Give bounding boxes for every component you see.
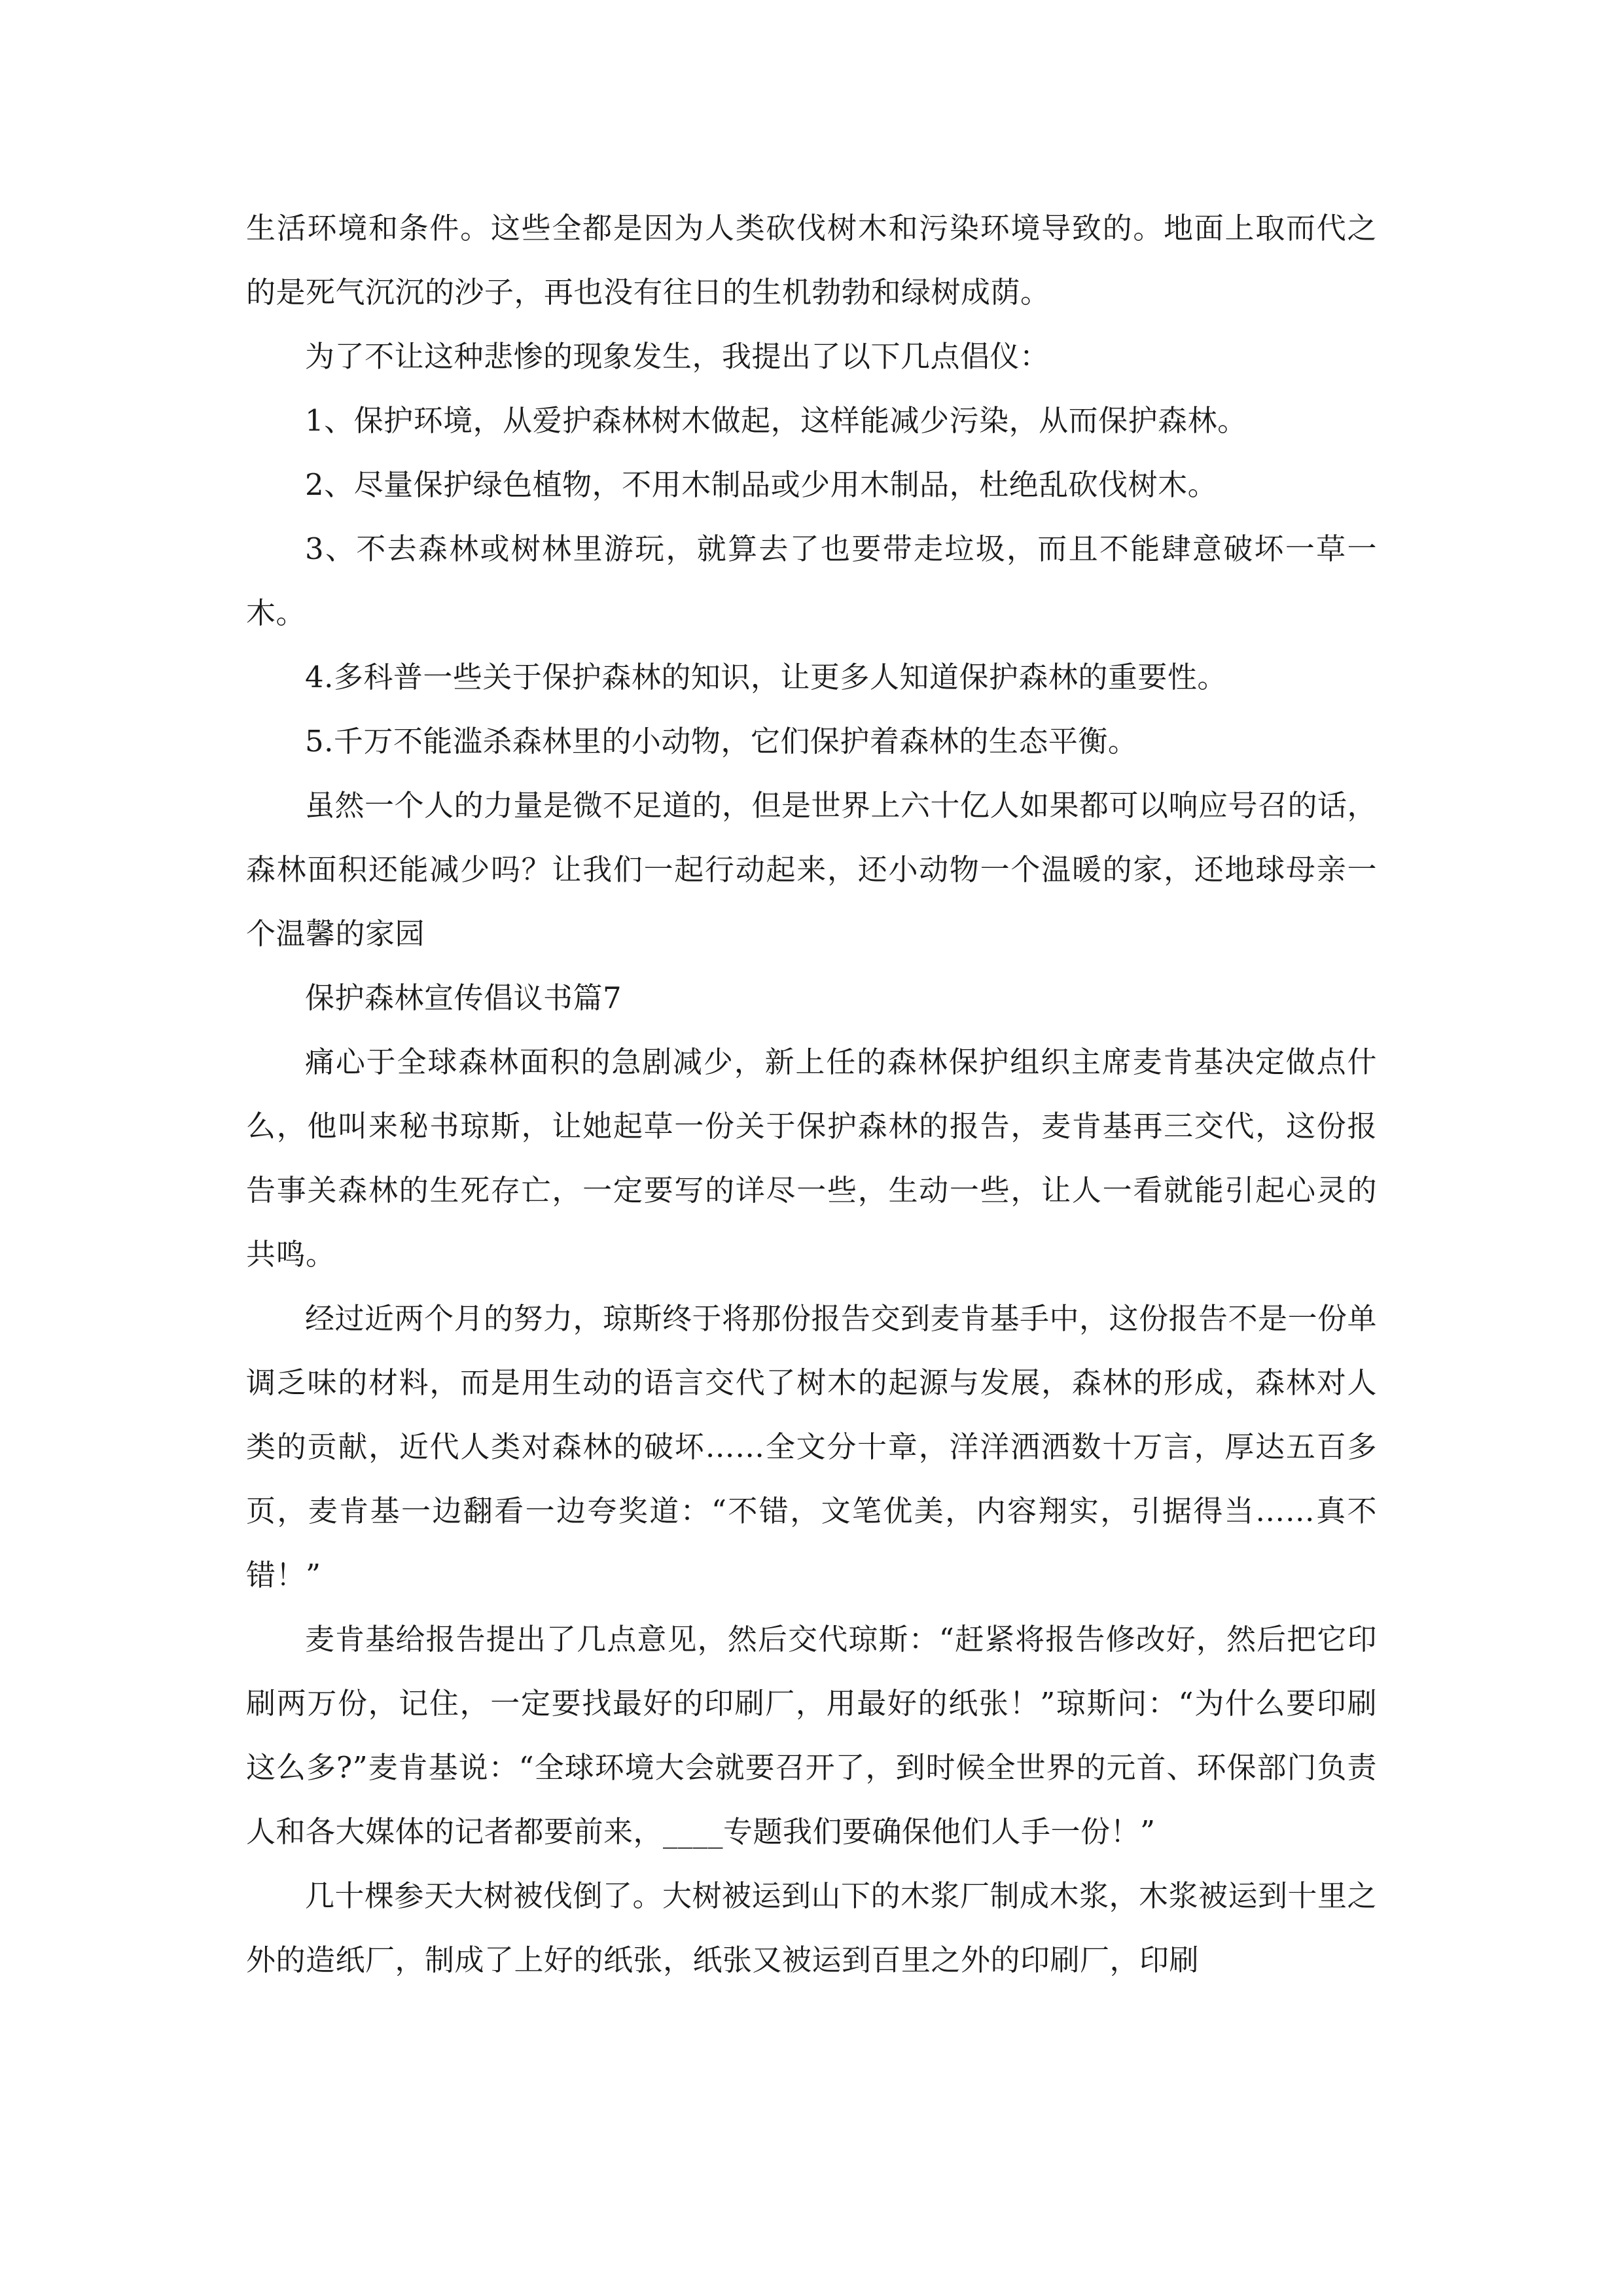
paragraph-story-1: 痛心于全球森林面积的急剧减少，新上任的森林保护组织主席麦肯基决定做点什么，他叫来秘书琼斯，让她起草一份关于保护森林的报告，麦肯基再三交代，这份报告事关森林的生死存亡，一定要写的详尽一些，生动一些，让人一看就能引起心灵的共鸣。 (246, 1045, 1377, 1272)
document-body (246, 196, 1377, 1992)
paragraph-item-2: 2、尽量保护绿色植物，不用木制品或少用木制品，杜绝乱砍伐树木。 (305, 467, 1218, 502)
paragraph-story-3: 麦肯基给报告提出了几点意见，然后交代琼斯：“赶紧将报告修改好，然后把它印刷两万份，记住，一定要找最好的印刷厂，用最好的纸张！”琼斯问：“为什么要印刷这么多?”麦肯基说：“全球环境大会就要召开了，到时候全世界的元首、环保部门负责人和各大媒体的记者都要前来，____专题我们要确保他们人手一份！” (246, 1622, 1377, 1849)
paragraph-continued: 生活环境和条件。这些全都是因为人类砍伐树木和污染环境导致的。地面上取而代之的是死气沉沉的沙子，再也没有往日的生机勃勃和绿树成荫。 (246, 211, 1377, 310)
paragraph-proposal-intro: 为了不让这种悲惨的现象发生，我提出了以下几点倡仪： (305, 339, 1050, 374)
paragraph-story-2: 经过近两个月的努力，琼斯终于将那份报告交到麦肯基手中，这份报告不是一份单调乏味的材料，而是用生动的语言交代了树木的起源与发展，森林的形成，森林对人类的贡献，近代人类对森林的破坏……全文分十章，洋洋洒洒数十万言，厚达五百多页，麦肯基一边翻看一边夸奖道：“不错，文笔优美，内容翔实，引据得当……真不错！” (246, 1301, 1378, 1592)
paragraph-item-1: 1、保护环境，从爱护森林树木做起，这样能减少污染，从而保护森林。 (305, 403, 1247, 438)
paragraph-item-3: 3、不去森林或树林里游玩，就算去了也要带走垃圾，而且不能肆意破坏一草一木。 (246, 531, 1377, 630)
paragraph-story-4: 几十棵参天大树被伐倒了。大树被运到山下的木浆厂制成木浆，木浆被运到十里之外的造纸厂，制成了上好的纸张，纸张又被运到百里之外的印刷厂，印刷 (246, 1878, 1378, 1977)
section-heading: 保护森林宣传倡议书篇7 (305, 980, 622, 1015)
paragraph-conclusion: 虽然一个人的力量是微不足道的，但是世界上六十亿人如果都可以响应号召的话，森林面积还能减少吗？让我们一起行动起来，还小动物一个温暖的家，还地球母亲一个温馨的家园 (246, 788, 1378, 951)
paragraph-item-4: 4.多科普一些关于保护森林的知识，让更多人知道保护森林的重要性。 (305, 660, 1227, 694)
paragraph-item-5: 5.千万不能滥杀森林里的小动物，它们保护着森林的生态平衡。 (305, 724, 1138, 759)
